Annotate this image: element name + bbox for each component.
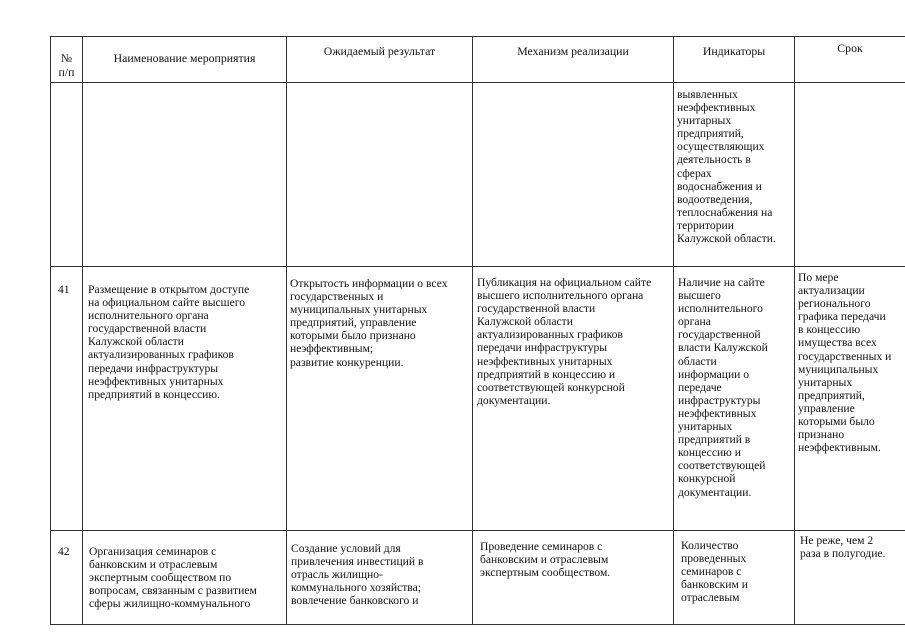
column-border bbox=[472, 36, 473, 625]
row-42-indicators: Количество проведенных семинаров с банковским и отраслевым bbox=[681, 539, 748, 605]
row-41-mechanism: Публикация на официальном сайте высшего исполнительного органа государственной власти Калужской области актуализированных графиков передачи инфраструктуры неэффективных унитарных предприятий в концессию и соответствующей конкурсной документации. bbox=[477, 276, 652, 407]
row-41-name: Размещение в открытом доступе на официальном сайте высшего исполнительного органа государственной власти Калужской области актуализированных графиков передачи инфраструктуры неэффективных унитарных предприятий в концессию. bbox=[88, 283, 250, 401]
header-name: Наименование мероприятия bbox=[113, 51, 256, 65]
header-result: Ожидаемый результат bbox=[323, 44, 436, 58]
row-42-mechanism: Проведение семинаров с банковским и отраслевым экспертным сообществом. bbox=[480, 540, 611, 580]
header-mechanism: Механизм реализации bbox=[517, 44, 629, 58]
header-num: № п/п bbox=[58, 51, 75, 79]
table-bottom-border bbox=[50, 624, 905, 625]
row-42-name: Организация семинаров с банковским и отраслевым экспертным сообществом по вопросам, связанным с развитием сферы жилищно-коммунального bbox=[89, 545, 257, 611]
row-42-deadline: Не реже, чем 2 раза в полугодие. bbox=[800, 534, 886, 561]
column-border bbox=[794, 36, 795, 625]
row-separator bbox=[50, 530, 905, 531]
row-41-result: Открытость информации о всех государственных и муниципальных унитарных предприятий, управление которыми было признано неэффективным; развитие конкуренции. bbox=[290, 277, 448, 369]
row-41-deadline: По мере актуализации регионального графика передачи в концессию имущества всех государственных и муниципальных унитарных предприятий, управление которыми было признано неэффективным. bbox=[798, 271, 892, 455]
row-41-num: 41 bbox=[58, 283, 70, 296]
column-border bbox=[673, 36, 674, 625]
header-indicators: Индикаторы bbox=[702, 44, 766, 58]
row-41-indicators: Наличие на сайте высшего исполнительного органа государственной власти Калужской области информации о передаче инфраструктуры неэффективных унитарных предприятий в концессию и соответствующей конкурсной документации. bbox=[678, 276, 768, 499]
column-border bbox=[286, 36, 287, 625]
row-continuation-indicators: выявленных неэффективных унитарных предприятий, осуществляющих деятельность в сферах водоснабжения и водоотведения, теплоснабжения на территории Калужской области. bbox=[677, 88, 776, 246]
column-border bbox=[50, 36, 51, 625]
table-top-border bbox=[50, 36, 905, 37]
row-separator bbox=[50, 266, 905, 267]
row-42-num: 42 bbox=[58, 545, 70, 558]
header-bottom-border bbox=[50, 82, 905, 83]
row-42-result: Создание условий для привлечения инвестиций в отрасль жилищно- коммунального хозяйства; вовлечение банковского и bbox=[291, 542, 424, 608]
column-border bbox=[82, 36, 83, 625]
header-deadline: Срок bbox=[837, 41, 863, 55]
